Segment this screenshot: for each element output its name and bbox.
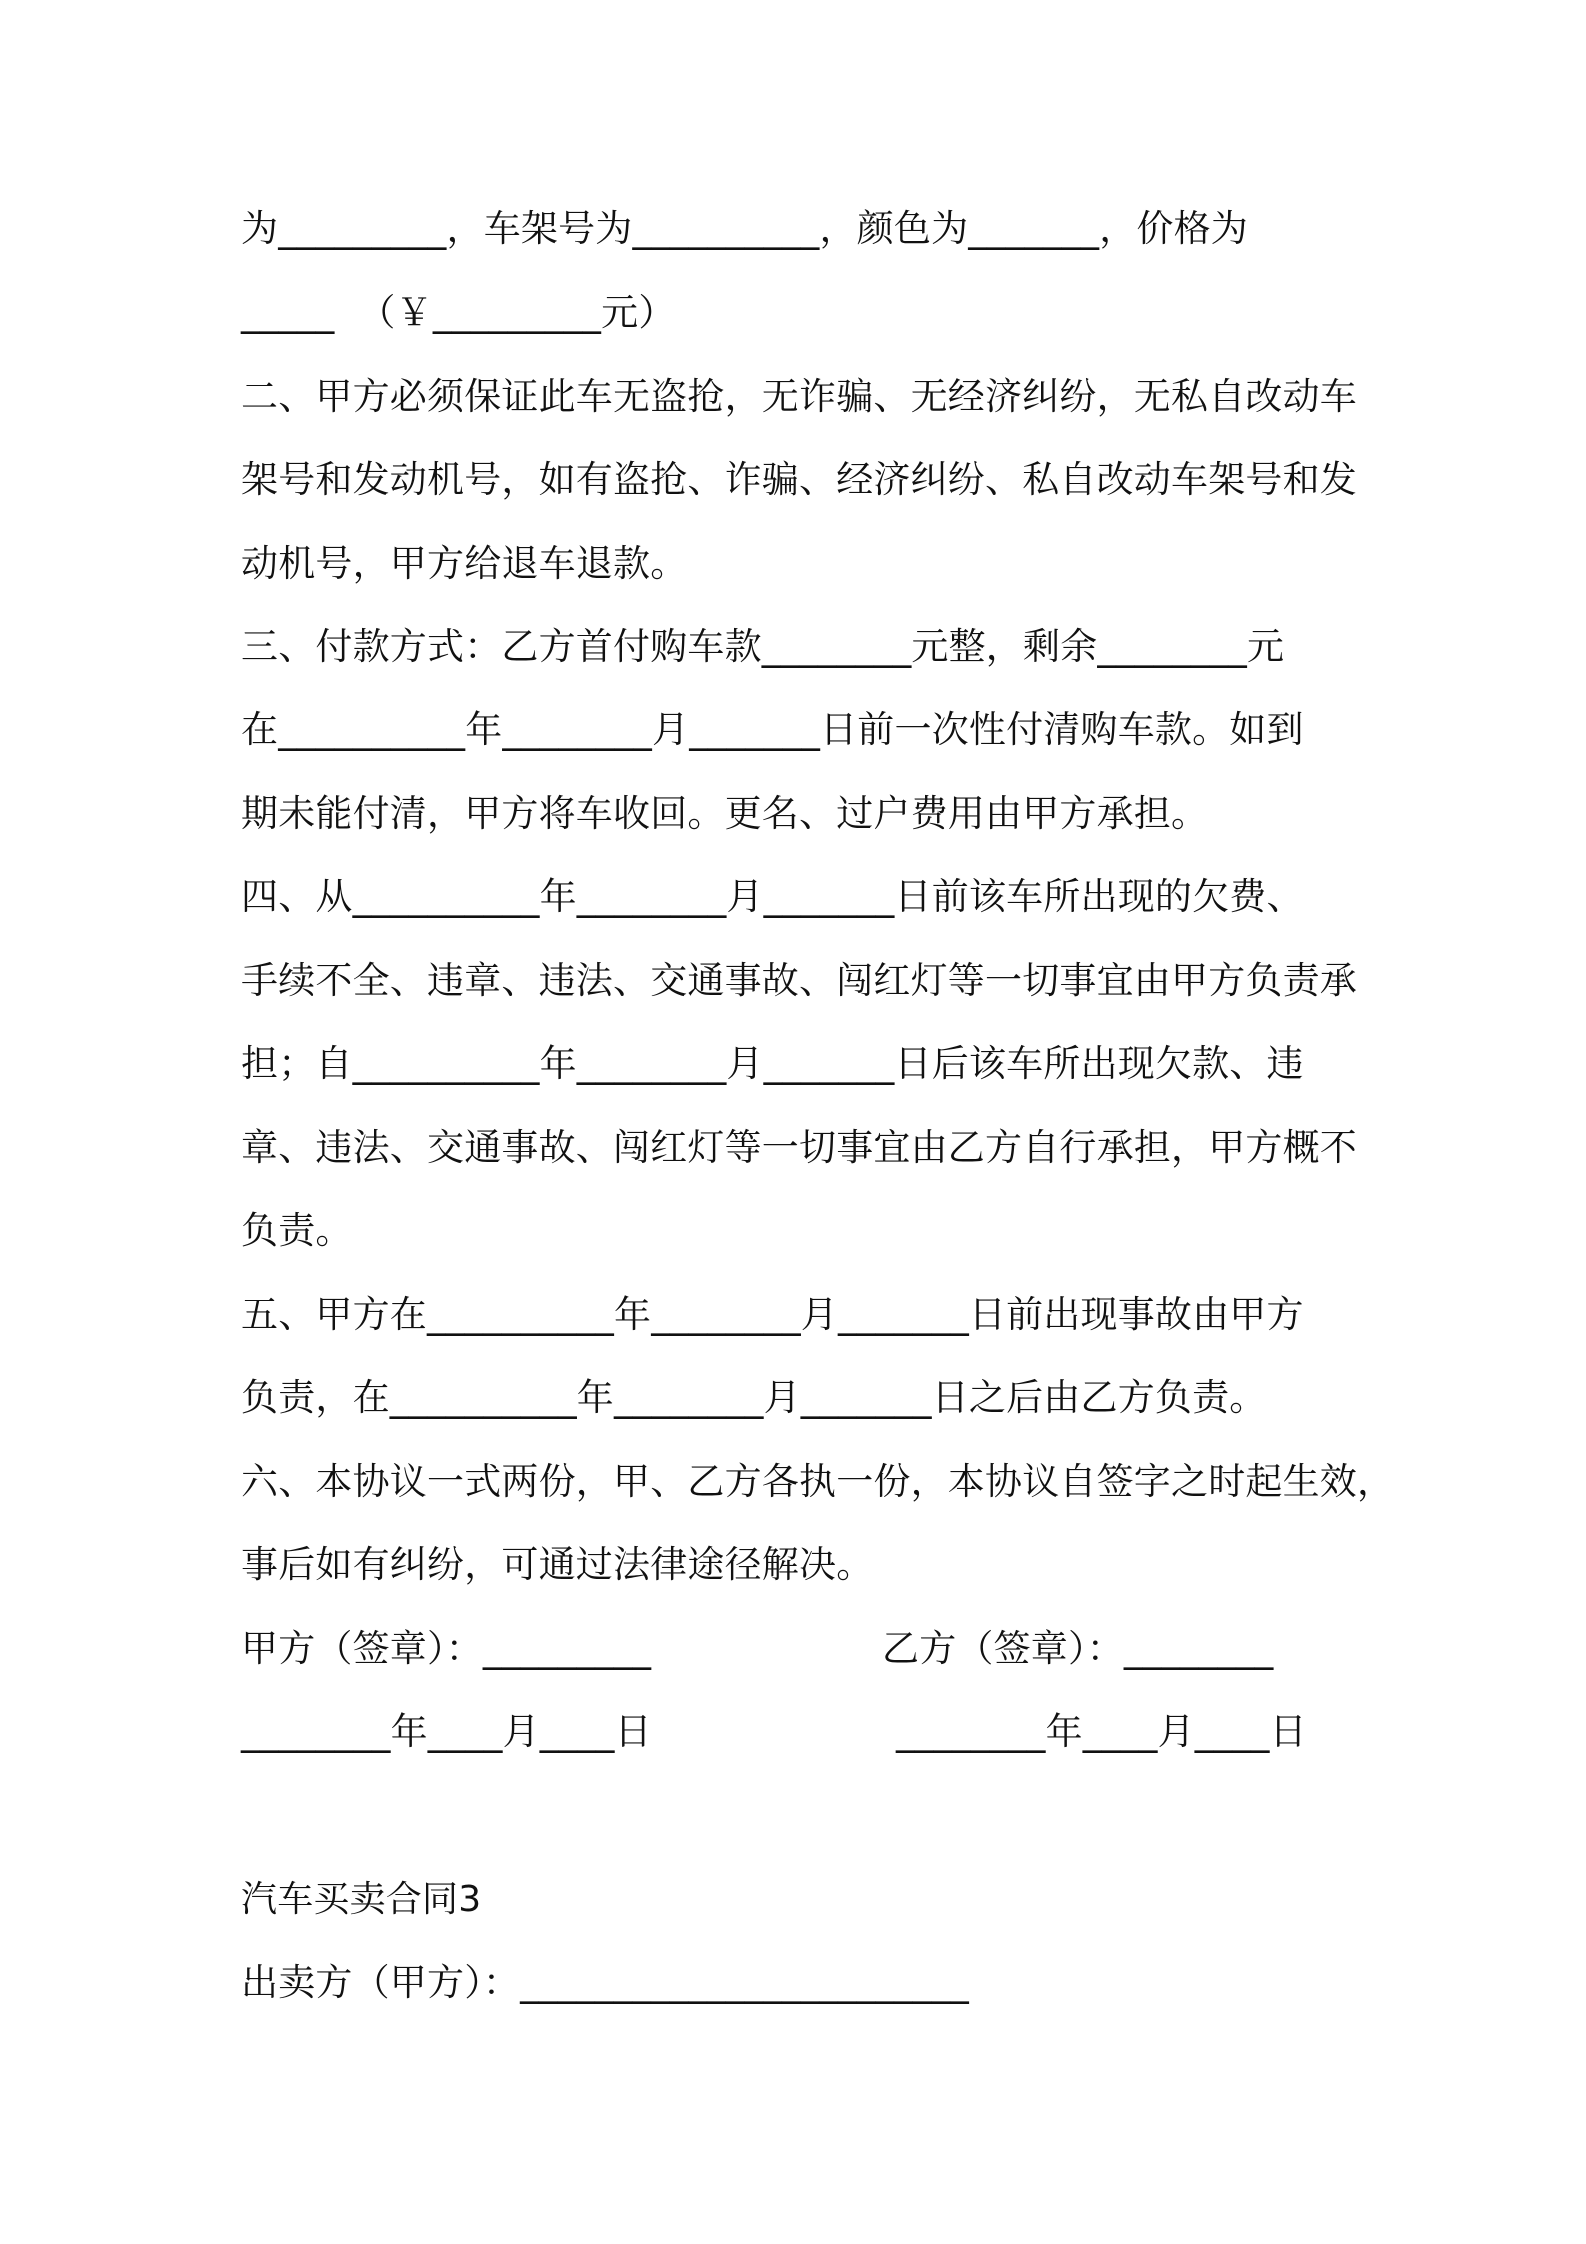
paragraph-line: 六、本协议一式两份，甲、乙方各执一份，本协议自签字之时起生效， bbox=[241, 1460, 1395, 1503]
paragraph-line: 在__________年________月_______日前一次性付清购车款。如到 bbox=[241, 708, 1304, 751]
paragraph-line: 四、从__________年________月_______日前该车所出现的欠费、 bbox=[241, 875, 1304, 918]
paragraph-line: 手续不全、违章、违法、交通事故、闯红灯等一切事宜由甲方负责承 bbox=[241, 959, 1357, 1002]
party-b-date: ________年____月____日 bbox=[896, 1710, 1307, 1753]
paragraph-line: 章、违法、交通事故、闯红灯等一切事宜由乙方自行承担，甲方概不 bbox=[241, 1126, 1357, 1169]
paragraph-line: 负责，在__________年________月_______日之后由乙方负责。 bbox=[241, 1376, 1267, 1419]
paragraph-line: 二、甲方必须保证此车无盗抢，无诈骗、无经济纠纷，无私自改动车 bbox=[241, 375, 1357, 418]
party-a-date: ________年____月____日 bbox=[241, 1710, 652, 1753]
paragraph-line: 架号和发动机号，如有盗抢、诈骗、经济纠纷、私自改动车架号和发 bbox=[241, 458, 1357, 501]
paragraph-line: 五、甲方在__________年________月_______日前出现事故由甲方 bbox=[241, 1293, 1304, 1336]
paragraph-line: 三、付款方式：乙方首付购车款________元整，剩余________元 bbox=[241, 625, 1285, 668]
paragraph-line: 担；自__________年________月_______日后该车所出现欠款、违 bbox=[241, 1042, 1304, 1085]
party-b-signature: 乙方（签章）：________ bbox=[882, 1627, 1274, 1670]
paragraph-line: 动机号，甲方给退车退款。 bbox=[241, 542, 688, 585]
paragraph-line: _____ （￥_________元） bbox=[241, 291, 676, 334]
paragraph-line: 事后如有纠纷，可通过法律途径解决。 bbox=[241, 1543, 874, 1586]
seller-line: 出卖方（甲方）：________________________ bbox=[241, 1961, 969, 2004]
party-a-signature: 甲方（签章）：_________ bbox=[241, 1627, 652, 1670]
section-title: 汽车买卖合同3 bbox=[241, 1879, 482, 1920]
paragraph-line: 期未能付清，甲方将车收回。更名、过户费用由甲方承担。 bbox=[241, 792, 1209, 835]
paragraph-line: 负责。 bbox=[241, 1209, 353, 1252]
paragraph-line: 为_________，车架号为__________，颜色为_______，价格为 bbox=[241, 207, 1248, 250]
